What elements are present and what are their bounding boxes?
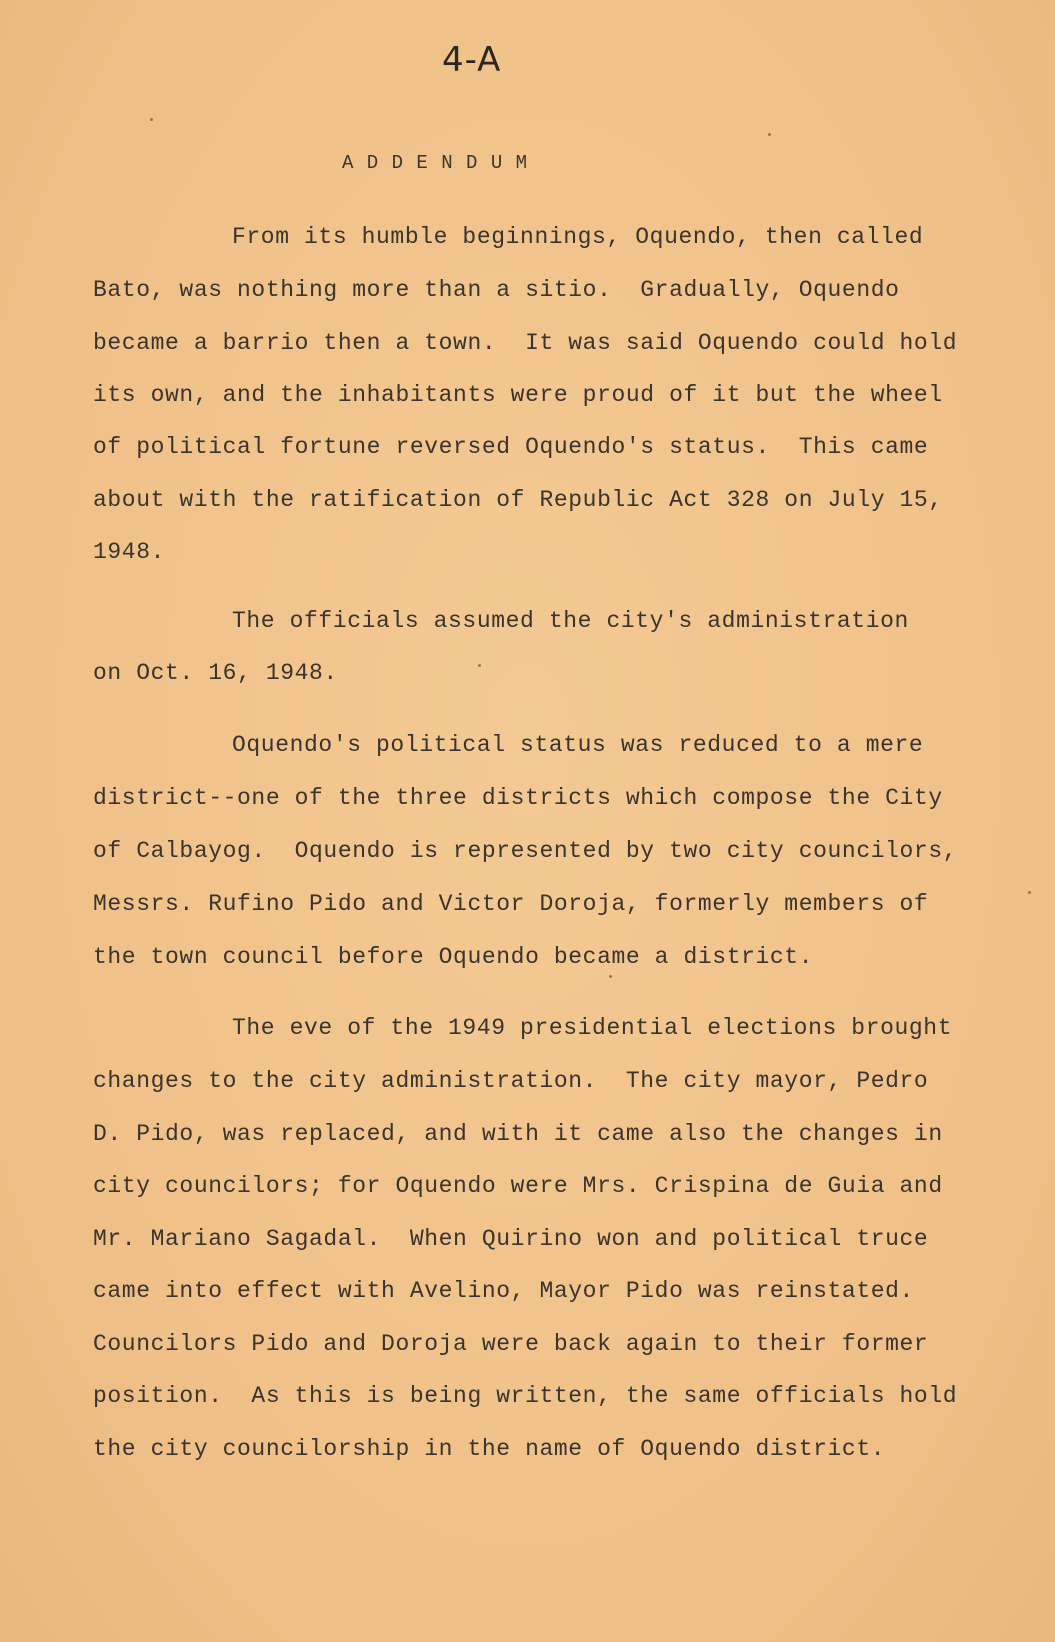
text-line: came into effect with Avelino, Mayor Pido was reinstated. (93, 1278, 914, 1304)
text-line: 1948. (93, 539, 166, 565)
text-line: district--one of the three districts which compose the City (93, 785, 943, 811)
paper-speck (768, 133, 771, 136)
text-line: changes to the city administration. The city mayor, Pedro (93, 1068, 929, 1094)
text-line: about with the ratification of Republic Act 328 on July 15, (93, 487, 943, 513)
paper-speck (609, 975, 612, 978)
text-line: position. As this is being written, the same officials hold (93, 1383, 958, 1409)
text-line: Mr. Mariano Sagadal. When Quirino won and political truce (93, 1226, 929, 1252)
text-line: Messrs. Rufino Pido and Victor Doroja, formerly members of (93, 891, 929, 917)
text-line: city councilors; for Oquendo were Mrs. Crispina de Guia and (93, 1173, 943, 1199)
text-line: its own, and the inhabitants were proud of it but the wheel (93, 382, 943, 408)
text-line: D. Pido, was replaced, and with it came also the changes in (93, 1121, 943, 1147)
page-number: 4-A (442, 40, 502, 80)
text-line: Councilors Pido and Doroja were back again to their former (93, 1331, 929, 1357)
text-line: The officials assumed the city's administration (232, 608, 909, 634)
text-line: of Calbayog. Oquendo is represented by two city councilors, (93, 838, 958, 864)
text-line: the town council before Oquendo became a district. (93, 944, 814, 970)
text-line: the city councilorship in the name of Oquendo district. (93, 1436, 886, 1462)
paper-speck (150, 118, 153, 121)
text-line: on Oct. 16, 1948. (93, 660, 338, 686)
text-line: of political fortune reversed Oquendo's status. This came (93, 434, 929, 460)
text-line: From its humble beginnings, Oquendo, then called (232, 224, 924, 250)
text-line: became a barrio then a town. It was said Oquendo could hold (93, 330, 958, 356)
text-line: Bato, was nothing more than a sitio. Gradually, Oquendo (93, 277, 900, 303)
text-line: The eve of the 1949 presidential elections brought (232, 1015, 953, 1041)
text-line: Oquendo's political status was reduced to a mere (232, 732, 924, 758)
paper-speck (1028, 891, 1031, 894)
page-title: A D D E N D U M (342, 152, 529, 174)
paper-speck (478, 664, 481, 667)
